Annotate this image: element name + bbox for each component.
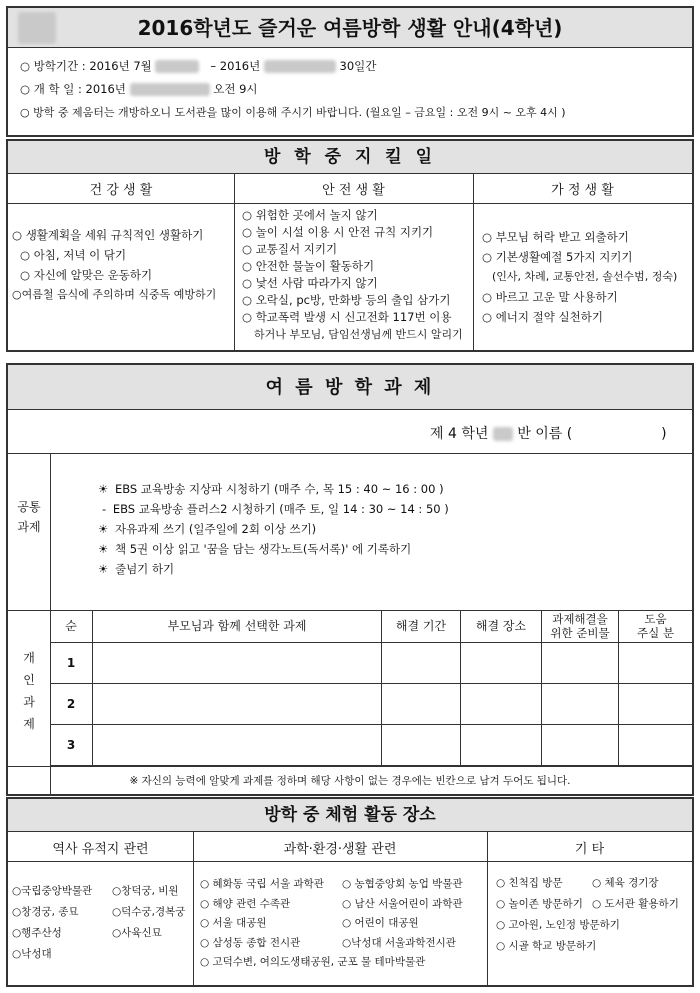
list-item: ○ 시골 학교 방문하기 (496, 940, 597, 952)
list-item: ○ 부모님 허락 받고 외출하기 (482, 230, 629, 244)
materials-cell[interactable] (542, 683, 619, 724)
list-item: ○창경궁, 종묘 ○덕수궁,경복궁 (12, 906, 186, 918)
places-heading-history: 역사 유적지 관련 (52, 842, 149, 857)
table-row: 2 (50, 683, 692, 724)
place-cell[interactable] (461, 683, 542, 724)
rules-title: 방 학 중 지 킬 일 (8, 141, 692, 174)
list-item: 하거나 부모님, 담임선생님께 반드시 알리기 (254, 328, 463, 341)
list-item: ○ 고덕수변, 여의도생태공원, 군포 물 테마박물관 (200, 956, 426, 968)
homework-title: 여 름 방 학 과 제 (8, 365, 692, 410)
individual-label: 개 인 과 제 (23, 651, 35, 731)
home-list (482, 227, 677, 327)
list-item: ○ 고아원, 노인정 방문하기 (496, 919, 620, 931)
list-item: ○낙성대 (12, 948, 52, 960)
list-item: ○ 해양 관련 수족관 ○ 남산 서울어린이 과학관 (200, 897, 463, 910)
period-cell[interactable] (382, 724, 461, 765)
health-list (12, 225, 216, 305)
list-item: ○ 삼성동 종합 전시관 ○낙성대 서울과학전시관 (200, 936, 456, 949)
redacted-date (155, 60, 199, 73)
common-list (98, 479, 449, 579)
circle-bullet-icon: ○ (20, 82, 31, 96)
circle-bullet-icon: ○ (20, 59, 31, 73)
period-cell[interactable] (382, 642, 461, 683)
list-item: ○ 안전한 물놀이 활동하기 (242, 259, 375, 273)
places-title: 방학 중 체험 활동 장소 (8, 799, 692, 832)
homework-box (6, 363, 694, 796)
list-item: ○ 생활계획을 세워 규칙적인 생활하기 (12, 228, 204, 242)
materials-cell[interactable] (542, 642, 619, 683)
list-item: ○ 위험한 곳에서 놀지 않기 (242, 208, 378, 222)
col-number: 순 (50, 610, 93, 642)
circle-bullet-icon: ○ (20, 106, 30, 119)
page-title: 2016학년도 즐거운 여름방학 생활 안내(4학년) (8, 8, 692, 48)
rules-heading-home: 가 정 생 활 (551, 183, 614, 198)
list-item: ○여름철 음식에 주의하며 식중독 예방하기 (12, 288, 217, 301)
list-item: ○ 낯선 사람 따라가지 않기 (242, 276, 378, 290)
table-row: 1 (50, 642, 692, 683)
list-item: ○행주산성 ○사육신묘 (12, 927, 162, 939)
places-heading-science: 과학·환경·생활 관련 (283, 842, 397, 857)
list-item: ○ 학교폭력 발생 시 신고전화 117번 이용 (242, 310, 452, 324)
redacted-class (493, 427, 513, 441)
redacted-date (130, 83, 210, 96)
history-list (12, 881, 185, 965)
list-item: ○ 오락실, pc방, 만화방 등의 출입 삼가기 (242, 293, 451, 307)
redacted-logo (18, 12, 56, 44)
list-item: ○ 에너지 절약 실천하기 (482, 310, 603, 324)
safety-list (242, 207, 463, 343)
list-item: (인사, 차례, 교통안전, 솔선수범, 정숙) (492, 270, 678, 283)
task-cell[interactable] (93, 724, 382, 765)
helper-cell[interactable] (619, 724, 693, 765)
info-box (6, 6, 694, 137)
list-item: ○ 친척집 방문 ○ 체육 경기장 (496, 877, 659, 889)
col-place: 해결 장소 (461, 610, 542, 642)
redacted-date (264, 60, 336, 73)
rules-heading-safety: 안 전 생 활 (322, 183, 385, 198)
other-list (496, 873, 679, 957)
places-box (6, 797, 694, 987)
rules-box (6, 139, 694, 352)
list-item: ☀ 줄넘기 하기 (98, 562, 175, 576)
name-line: 제 4 학년 반 이름 ( ) (430, 426, 667, 442)
place-cell[interactable] (461, 642, 542, 683)
list-item: ○ 기본생활예절 5가지 지키기 (482, 250, 633, 264)
opening-line: ○ 개 학 일 : 2016년 오전 9시 (20, 82, 258, 96)
col-helper: 도움 주실 분 (619, 610, 693, 642)
list-item: ○ 놀이존 방문하기 ○ 도서관 활용하기 (496, 898, 679, 910)
homework-note: ※ 자신의 능력에 알맞게 과제를 정하며 해당 사항이 없는 경우에는 빈칸으로 남겨 두어도 됩니다. (129, 775, 571, 787)
helper-cell[interactable] (619, 642, 693, 683)
list-item: ☀ 자유과제 쓰기 (일주일에 2회 이상 쓰기) (98, 522, 317, 536)
task-cell[interactable] (93, 683, 382, 724)
period-cell[interactable] (382, 683, 461, 724)
list-item: ○ 놀이 시설 이용 시 안전 규칙 지키기 (242, 225, 434, 239)
individual-task-table (50, 610, 692, 766)
list-item: - EBS 교육방송 플러스2 시청하기 (매주 토, 일 14 : 30 ~ 14 : 50 ) (102, 502, 449, 516)
col-task: 부모님과 함께 선택한 과제 (93, 610, 382, 642)
common-label: 공통 과제 (17, 500, 41, 534)
helper-cell[interactable] (619, 683, 693, 724)
science-list (200, 875, 463, 973)
list-item: ○ 혜화동 국립 서울 과학관 ○ 농협중앙회 농업 박물관 (200, 878, 463, 890)
library-note: ○ 방학 중 제움터는 개방하오니 도서관을 많이 이용해 주시기 바랍니다. (월요일 – 금요일 : 오전 9시 ~ 오후 4시 ) (20, 106, 566, 119)
list-item: ○ 바르고 고운 말 사용하기 (482, 290, 618, 304)
col-materials: 과제해결을 위한 준비물 (542, 610, 619, 642)
list-item: ○국립중앙박물관 ○창덕궁, 비원 (12, 885, 179, 897)
materials-cell[interactable] (542, 724, 619, 765)
list-item: ○ 자신에 알맞은 운동하기 (20, 268, 153, 282)
place-cell[interactable] (461, 724, 542, 765)
list-item: ☀ EBS 교육방송 지상파 시청하기 (매주 수, 목 15 : 40 ~ 16 : 00 ) (98, 482, 444, 496)
rules-heading-health: 건 강 생 활 (89, 183, 153, 198)
col-period: 해결 기간 (382, 610, 461, 642)
list-item: ○ 서울 대공원 ○ 어린이 대공원 (200, 917, 419, 929)
table-row: 3 (50, 724, 692, 765)
list-item: ○ 교통질서 지키기 (242, 242, 338, 256)
task-cell[interactable] (93, 642, 382, 683)
period-line: ○ 방학기간 : 2016년 7월 – 2016년 30일간 (20, 59, 377, 73)
list-item: ○ 아침, 저녁 이 닦기 (20, 248, 127, 262)
places-heading-other: 기 타 (574, 842, 605, 857)
list-item: ☀ 책 5권 이상 읽고 '꿈을 담는 생각노트(독서록)' 에 기록하기 (98, 542, 412, 556)
